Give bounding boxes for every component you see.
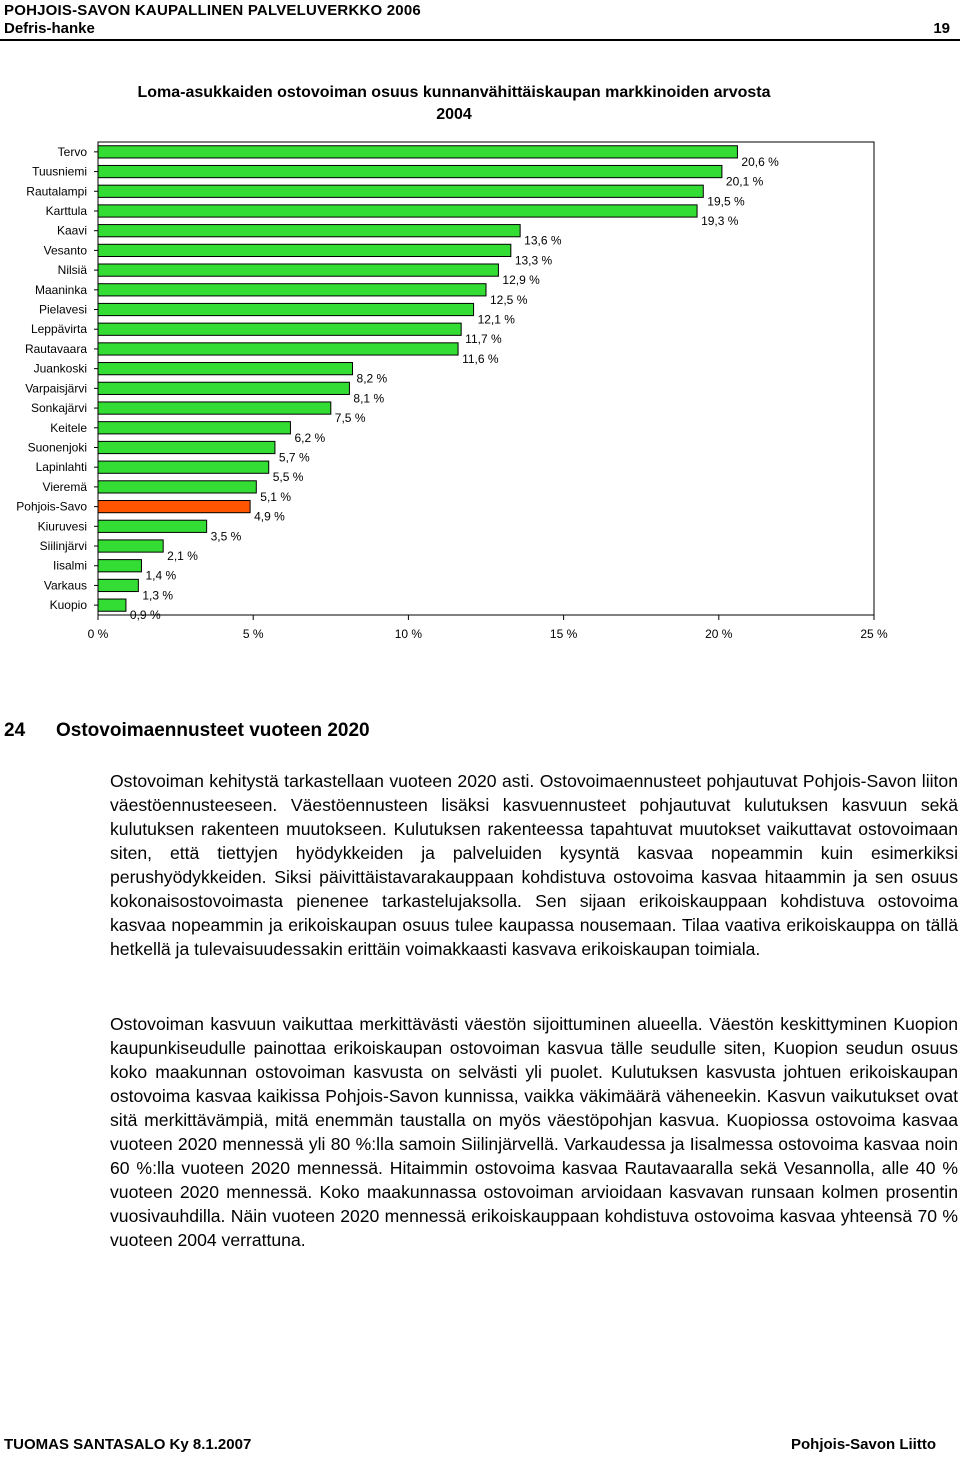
category-label: Leppävirta — [30, 322, 87, 337]
footer-author-date: TUOMAS SANTASALO Ky 8.1.2007 — [4, 1436, 252, 1453]
bar — [98, 599, 126, 611]
data-label: 13,3 % — [514, 253, 553, 268]
data-label: 5,5 % — [272, 470, 304, 485]
category-label: Lapinlahti — [35, 460, 87, 475]
category-label: Karttula — [45, 203, 87, 218]
data-label: 7,5 % — [334, 411, 366, 426]
bar — [98, 560, 141, 572]
x-tick-label: 5 % — [242, 627, 264, 641]
x-tick-label: 10 % — [394, 627, 423, 641]
bar — [98, 382, 349, 394]
data-label: 12,5 % — [490, 292, 528, 307]
category-label: Nilsiä — [57, 263, 87, 278]
footer-organization: Pohjois-Savon Liitto — [791, 1436, 936, 1453]
body-paragraph-1 — [110, 769, 958, 961]
category-label: Kuopio — [49, 598, 87, 613]
chart-title-line-2: 2004 — [436, 106, 472, 123]
data-label: 13,6 % — [524, 233, 562, 248]
data-label: 19,5 % — [707, 194, 745, 209]
category-label: Varpaisjärvi — [25, 381, 87, 396]
category-label: Tervo — [57, 144, 87, 159]
bar-chart — [0, 130, 960, 650]
bar — [98, 540, 163, 552]
section-number: 24 — [4, 720, 26, 741]
category-label: Tuusniemi — [32, 164, 87, 179]
data-label: 6,2 % — [294, 430, 326, 445]
category-label: Pielavesi — [38, 302, 87, 317]
section-heading — [4, 720, 370, 742]
bar — [98, 579, 138, 591]
bar — [98, 146, 737, 158]
bar — [98, 363, 353, 375]
bar — [98, 481, 256, 493]
data-label: 20,6 % — [741, 154, 779, 169]
x-tick-label: 25 % — [860, 627, 888, 641]
bar — [98, 520, 207, 532]
category-label: Siilinjärvi — [39, 539, 87, 554]
category-label: Suonenjoki — [27, 440, 87, 455]
x-tick-label: 0 % — [87, 627, 109, 641]
category-label: Kiuruvesi — [37, 519, 87, 534]
bar — [98, 323, 461, 335]
bar — [98, 461, 269, 473]
paragraph-text: Ostovoiman kehitystä tarkastellaan vuoteen 2020 asti. Ostovoimaennusteet pohjautuvat Pohjois-Savon liiton väestöennusteeseen. Väestöennusteen lisäksi kasvuennusteet pohjautuvat kulutuksen kasvuun sekä kulutuksen rakenteen muutokseen. Kulutuksen rakenteessa tapahtuvat muutokset vaikuttavat ostovoimaan siten, että tiettyjen hyödykkeiden ja palveluiden kysyntä kasvaa nopeammin kuin esimerkiksi perushyödykkeiden. Siksi päivittäistavarakauppaan kohdistuva ostovoima kasvaa hitaammin ja sen osuus kokonaisostovoimasta pienenee tarkastelujaksolla. Sen sijaan erikoiskauppaan kohdistuva ostovoima kasvaa nopeammin ja erikoiskaupan osuus tulee kaupassa nousemaan. Tilaa vaativa erikoiskauppa on tällä hetkellä ja tulevaisuudessakin erittäin voimakkaasti kasvava erikoiskaupan toimiala. — [110, 771, 958, 959]
bar — [98, 402, 331, 414]
body-paragraph-2 — [110, 1012, 958, 1252]
category-label: Maaninka — [34, 282, 87, 297]
data-label: 1,4 % — [145, 568, 177, 583]
header-divider — [0, 39, 960, 41]
category-label: Kaavi — [56, 223, 87, 238]
data-label: 0,9 % — [129, 608, 161, 623]
chart-title — [98, 82, 810, 126]
bar — [98, 244, 511, 256]
data-label: 11,6 % — [462, 351, 499, 366]
bar — [98, 500, 250, 512]
data-label: 3,5 % — [210, 529, 242, 544]
x-tick-label: 20 % — [705, 627, 733, 641]
data-label: 8,2 % — [356, 371, 388, 386]
category-label: Vieremä — [42, 479, 87, 494]
chart-title-line-1: Loma-asukkaiden ostovoiman osuus kunnanvähittäiskaupan markkinoiden arvosta — [137, 84, 771, 101]
bar — [98, 343, 458, 355]
data-label: 12,1 % — [477, 312, 515, 327]
category-label: Rautalampi — [26, 184, 87, 199]
document-header-subtitle: Defris-hanke — [4, 20, 95, 37]
data-label: 8,1 % — [353, 391, 385, 406]
section-title: Ostovoimaennusteet vuoteen 2020 — [56, 720, 370, 741]
data-label: 1,3 % — [142, 588, 174, 603]
category-label: Vesanto — [43, 243, 87, 258]
category-label: Iisalmi — [52, 558, 87, 573]
bar — [98, 205, 697, 217]
data-label: 11,7 % — [465, 332, 502, 347]
category-label: Juankoski — [33, 361, 87, 376]
bar — [98, 303, 474, 315]
bar — [98, 441, 275, 453]
category-label: Varkaus — [43, 578, 87, 593]
bar — [98, 422, 290, 434]
data-label: 20,1 % — [725, 174, 764, 189]
bar — [98, 165, 722, 177]
data-label: 2,1 % — [167, 549, 198, 564]
page-number: 19 — [933, 20, 950, 37]
bar — [98, 185, 703, 197]
x-tick-label: 15 % — [549, 627, 578, 641]
data-label: 5,7 % — [278, 450, 310, 465]
data-label: 5,1 % — [260, 489, 291, 504]
bar — [98, 225, 520, 237]
category-label: Keitele — [50, 420, 87, 435]
category-label: Sonkajärvi — [30, 401, 87, 416]
data-label: 19,3 % — [701, 213, 739, 228]
paragraph-text: Ostovoiman kasvuun vaikuttaa merkittävästi väestön sijoittuminen alueella. Väestön keskittyminen Kuopion kaupunkiseudulle painottaa erikoiskaupan ostovoiman kasvua tälle seudulle siten, Kuopion seudun osuus koko maakunnan ostovoiman kasvusta on selvästi yli puolet. Kulutuksen kasvusta johtuen erikoiskaupan ostovoima kasvaa kaikissa Pohjois-Savon kunnissa, vaikka väkimäärä väheneekin. Kasvun vaikutukset ovat sitä merkittävämpiä, mitä enemmän taustalla on myös väestöpohjan kasvua. Kuopiossa ostovoima kasvaa vuoteen 2020 mennessä yli 80 %:lla samoin Siilinjärvellä. Varkaudessa ja Iisalmessa ostovoima kasvaa noin 60 %:lla vuoteen 2020 mennessä. Hitaimmin ostovoima kasvaa Rautavaaralla sekä Vesannolla, alle 40 % vuoteen 2020 mennessä. Koko maakunnassa ostovoiman arvioidaan kasvavan runsaan kolmen prosentin vuosivauhdilla. Näin vuoteen 2020 mennessä erikoiskauppaan kohdistuva ostovoima kasvaa yhteensä 70 % vuoteen 2004 verrattuna. — [110, 1014, 958, 1250]
category-label: Rautavaara — [24, 341, 87, 356]
bar — [98, 264, 498, 276]
bar — [98, 284, 486, 296]
data-label: 12,9 % — [502, 273, 540, 288]
data-label: 4,9 % — [254, 509, 285, 524]
category-label: Pohjois-Savo — [16, 499, 87, 514]
document-header-title: POHJOIS-SAVON KAUPALLINEN PALVELUVERKKO 2006 — [4, 2, 421, 19]
